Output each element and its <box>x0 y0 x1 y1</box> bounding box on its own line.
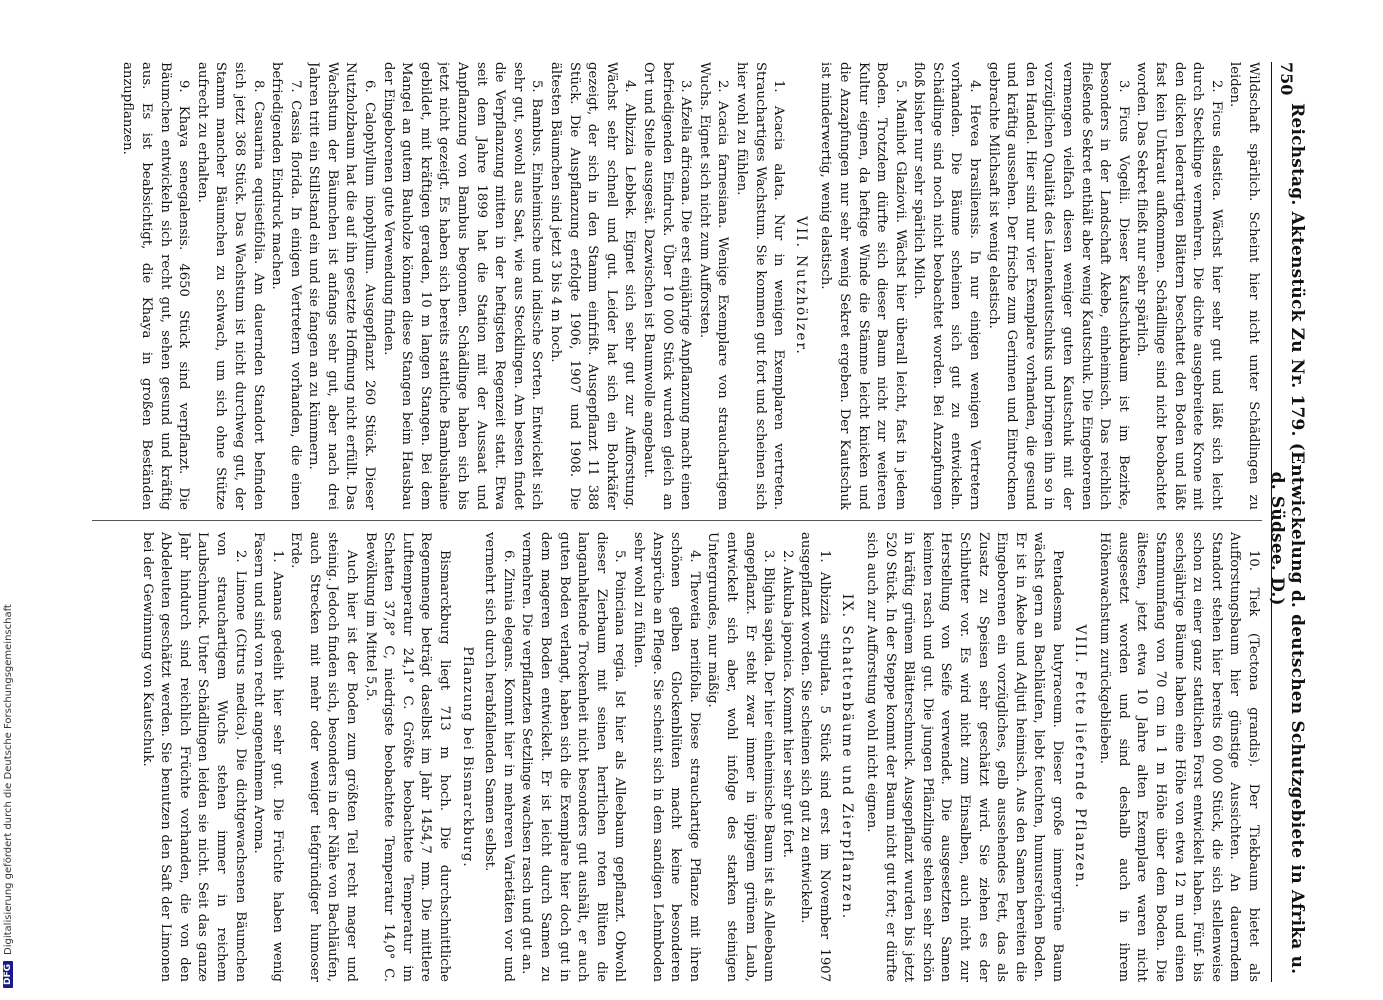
section-heading: IX. Schattenbäume und Zierpflanzen. <box>838 593 855 921</box>
paragraph: 1. Acacia alata. Nur in wenigen Exemplaren vertreten. Strauchartiges Wachstum. Sie kommen gut fort und scheinen sich hier wohl zu fühlen. <box>733 62 787 510</box>
rotated-newspaper-page <box>82 62 1307 982</box>
digitization-credit <box>0 0 16 1000</box>
left-column <box>92 62 1262 510</box>
paragraph: 2. Limone (Citrus medica). Die dichtgewachsenen Bäumchen von strauchartigem Wuchs stehen immer in reichem Laubschmuck. Unter Schädlingen leiden sie nicht. Seit das ganze Jahr hindurch sind reichlich Früchte vorhanden, die von den Abdeleuten geschätzt werden. Sie benutzen den Saft der Limonen bei der Gewinnung von Kautschuk. <box>139 532 248 982</box>
paragraph: 10. Tiek (Tectona grandis). Der Tiekbaum bietet als Aufforstungsbaum hier günstige Aussichten. An dauerndem Standort stehen hier bereits 60 000 Stück, die sich stellenweise schon zu einer ganz stattlichen Forst entwickelt haben. Fünf- bis sechsjährige Bäume haben eine Höhe von etwa 12 m und einen Stammumfang von 70 cm in 1 m Höhe über dem Boden. Die ältesten, jetzt etwa 10 Jahre alten Exemplare waren nicht ausgesetzt worden und sind deshalb auch in ihrem Höhenwachstum zurückgeblieben. <box>1097 532 1261 982</box>
section-heading: VIII. Fette liefernde Pflanzen. <box>1071 624 1088 890</box>
paragraph: Wildschaft spärlich. Scheint hier nicht unter Schädlingen zu leiden. <box>1227 62 1261 510</box>
paragraph: 3. Blighia sapida. Der hier einheimische Baum ist als Alleebaum angepflanzt. Er steht zwar immer in üppigem grünem Laub, entwickelt sich aber, wohl infolge des starken steinigen Untergrundes, nur mäßig. <box>705 532 777 982</box>
subsection-heading: Pflanzung bei Bismarckburg. <box>459 646 475 868</box>
paragraph: 8. Casuarina equisetifolia. Am dauernden Standort befinden sich jetzt 368 Stück. Das Wachstum ist nicht durchweg gut, der Stamm mancher Bäumchen zu schwach, um sich ohne Stütze aufrecht zu erhalten. <box>194 62 266 510</box>
section-heading: VII. Nutzhölzer. <box>792 216 809 356</box>
paragraph: 2. Aukuba japonica. Kommt hier sehr gut fort. <box>779 550 795 858</box>
column-divider <box>92 520 1262 521</box>
paragraph: 5. Poinciana regia. Ist hier als Alleebaum gepflanzt. Obwohl dieser Zierbaum mit seinen herrlichen roten Blüten die langanhaltende Trockenheit nicht besonders gut aushält, er auch guten Boden verlangt, haben sich die Exemplare hier doch gut in dem mageren Boden entwickelt. Er ist leicht durch Samen zu vermehren. Die verpflanzten Setzlinge wachsen rasch und gut an. <box>519 532 628 982</box>
paragraph: 6. Calophyllum inophyllum. Ausgepflanzt 260 Stück. Dieser Nutzholzbaum hat die auf ihn gesetzte Hoffnung nicht erfüllt. Das Wachstum der Bäumchen ist anfangs sehr gut, aber nach drei Jahren tritt ein Stillstand ein und sie fangen an zu kümmern. <box>306 62 378 510</box>
paragraph: 6. Zinnia elegans. Kommt hier in mehreren Varietäten vor und vermehrt sich durch herabfallenden Samen selbst. <box>482 532 516 982</box>
right-column <box>92 532 1262 982</box>
paragraph: 1. Ananas gedeiht hier sehr gut. Die Früchte haben wenig Fasern und sind von recht angenehmem Aroma. <box>251 532 285 982</box>
paragraph: Bismarckburg liegt 713 m hoch. Die durchschnittliche Regenmenge beträgt daselbst im Jahr 1454,7 mm. Die mittlere Lufttemperatur 24,1° C. Größte beobachtete Temperatur im Schatten 37,8° C, niedrigste beobachtete Temperatur 14,0° C. Bewölkung im Mittel 5,5. <box>362 532 453 982</box>
paragraph: Pentadesma butyraceum. Dieser große immergrüne Baum wächst gern an Bachläufen, liebt feuchten, humusreichen Boden. Er ist in Akebe und Adjuti heimisch. Aus den Samen bereiten die Eingeborenen ein vorzügliches, gelb aussehendes Fett, das als Zusatz zu Speisen sehr geschätzt wird. Sie ziehen es der Schibutter vor. Es wird nicht zum Einsalben, auch nicht zur Herstellung von Seife verwendet. Die ausgesetzten Samen keimten rasch und gut. Die jungen Pflänzlinge stehen sehr schön in kräftig grünem Blätterschmuck. Ausgepflanzt wurden bis jetzt 520 Stück. In der Steppe kommt der Baum nicht gut fort; er dürfte sich auch zur Aufforstung wohl nicht eignen. <box>864 532 1066 982</box>
paragraph: 4. Hevea brasiliensis. In nur einigen wenigen Vertretern vorhanden. Die Bäume scheinen sich gut zu entwickeln. Schädlinge sind noch nicht beobachtet worden. Bei Anzapfungen floß bisher nur sehr spärlich Milch. <box>911 62 983 510</box>
paragraph: Auch hier ist der Boden zum größten Teil recht mager und steinig. Jedoch finden sich, besonders in der Nähe von Bachläufen, auch Strecken mit mehr oder weniger tiefgründiger humoser Erde. <box>288 532 360 982</box>
paragraph: 2. Acacia farnesiana. Wenige Exemplare von strauchartigem Wuchs. Eignet sich nicht zum Aufforsten. <box>696 62 731 510</box>
paragraph: 3. Afzelia africana. Die erst einjährige Anpflanzung macht einen befriedigenden Eindruck. Über 10 000 Stück wurden gleich an Ort und Stelle ausgesät. Dazwischen ist Baumwolle angebaut. <box>641 62 694 510</box>
paragraph: 1. Albizzia stipulata. 5 Stück sind erst im November 1907 ausgepflanzt worden. Sie scheinen sich gut zu entwickeln. <box>798 532 832 982</box>
paragraph: 3. Ficus Vogelii. Dieser Kautschukbaum ist im Bezirke, besonders in der Landschaft Akebe, einheimisch. Das reichlich fließende Sekret enthält aber wenig Kautschuk. Die Eingeborenen vermengen vielfach diesen weniger guten Kautschuk mit der vorzüglichen Qualität des Lianenkautschuks und bringen ihn so in den Handel. Hier sind nur vier Exemplare vorhanden, die gesund und kräftig aussehen. Der frische zum Gerinnen und Eintrocknen gebrachte Milchsaft ist wenig elastisch. <box>985 62 1131 510</box>
paragraph: 2. Ficus elastica. Wächst hier sehr gut und läßt sich leicht durch Stecklinge vermehren. Die dichte ausgebreitete Krone mit den dicken lederartigen Blättern beschattet den Boden und läßt fast kein Unkraut aufkommen. Schädlinge sind nicht beobachtet worden. Das Sekret fließt nur sehr spärlich. <box>1134 62 1224 510</box>
page-number: 750 <box>1277 62 1297 96</box>
paragraph: 4. Thevetia neriifolia. Diese strauchartige Pflanze mit ihren schönen gelben Glockenblüten macht keine besonderen Ansprüche an Pflege. Sie scheint sich in dem sandigen Lehmboden sehr wohl zu fühlen. <box>631 532 702 982</box>
page-title: Reichstag. Aktenstück Zu Nr. 179. (Entwickelung d. deutschen Schutzgebiete in Afrika u. d. Südsee. D.) <box>1267 103 1307 975</box>
paragraph: 5. Bambus. Einheimische und indische Sorten. Entwickelt sich sehr gut, sowohl aus Saat, wie aus Stecklingen. Am besten findet die Verpflanzung mitten in der heftigsten Regenzeit statt. Etwa seit dem Jahre 1899 hat die Station mit der Aussaat und Anpflanzung von Bambus begonnen. Schädlinge haben sich bis jetzt nicht gezeigt. Es haben sich bereits stattliche Bambushaine gebildet, mit kräftigen geraden, 10 m langen Stangen. Bei dem Mangel an gutem Bauholze können diese Stangen beim Hausbau der Eingeborenen gute Verwendung finden. <box>380 62 545 510</box>
paragraph: 4. Albizzia Lebbek. Eignet sich sehr gut zur Aufforstung. Wächst sehr schnell und gut. Leider hat sich ein Bohrkäfer gezeigt, der sich in den Stamm einfrißt. Ausgepflanzt 11 388 Stück. Die Auspflanzung erfolgte 1906, 1907 und 1908. Die ältesten Bäumchen sind jetzt 3 bis 4 m hoch. <box>548 62 638 510</box>
credit-text: Digitalisierung gefördert durch die Deutsche Forschungsgemeinschaft <box>2 604 14 955</box>
paragraph: 7. Cassia florida. In einigen Vertretern vorhanden, die einen befriedigenden Eindruck machen. <box>269 62 303 510</box>
page-header <box>1267 62 1307 982</box>
dfg-logo: DFG <box>3 961 13 988</box>
paragraph: 5. Manihot Glaziovii. Wächst hier überall leicht, fast in jedem Boden. Trotzdem dürfte sich dieser Baum nicht zur weiteren Kultur eignen, da heftige Winde die Stämme leicht knicken und die Anzapfungen nur sehr wenig Sekret ergeben. Der Kautschuk ist minderwertig, wenig elastisch. <box>818 62 908 510</box>
paragraph: 9. Khaya senegalensis. 4650 Stück sind verpflanzt. Die Bäumchen entwickeln sich recht gut, sehen gesund und kräftig aus. Es ist beabsichtigt, die Khaya in großen Beständen anzupflanzen. <box>120 62 192 510</box>
